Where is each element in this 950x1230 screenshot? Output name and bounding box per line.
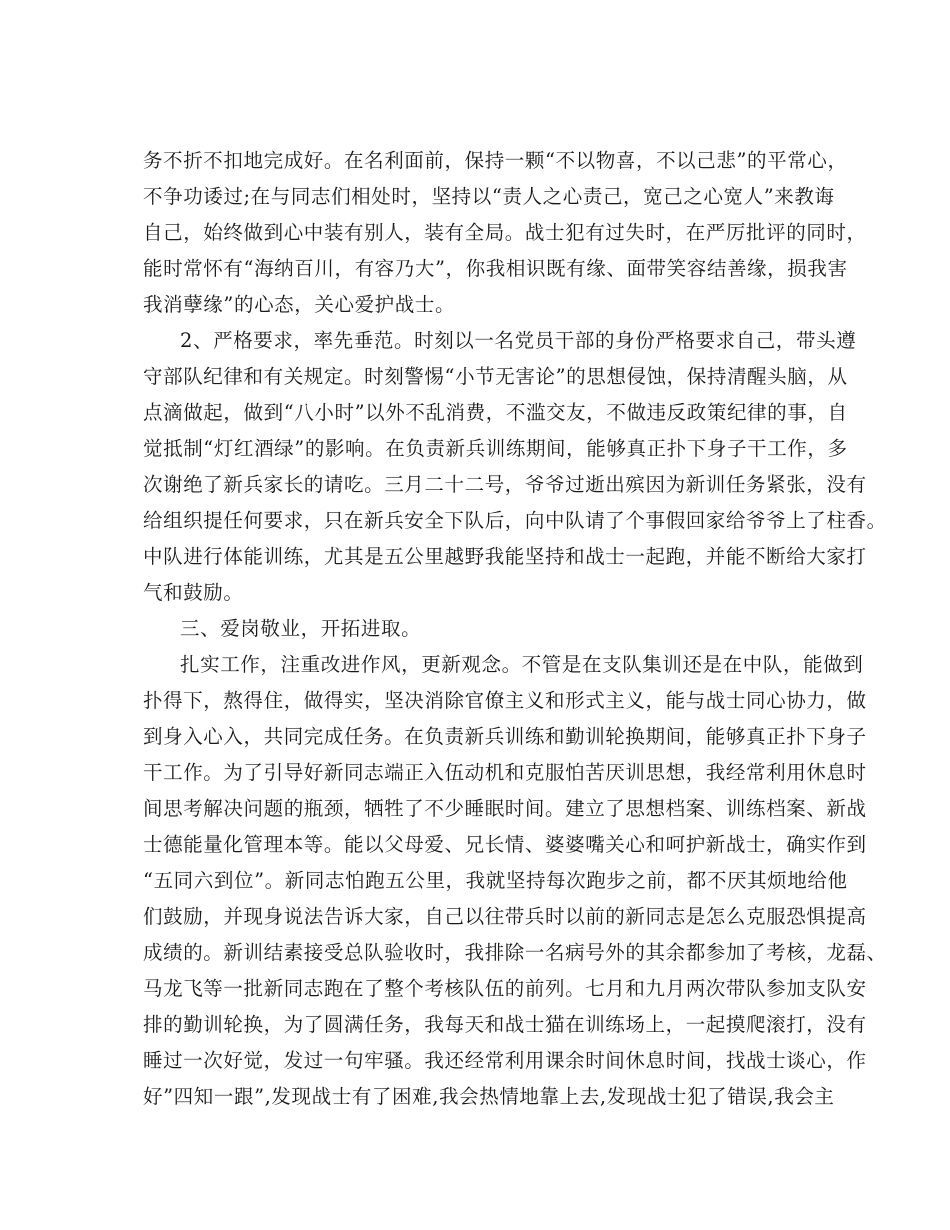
text-line: 务不折不扣地完成好。在名利面前，保持一颗“不以物喜，不以己悲”的平常心， <box>143 149 848 172</box>
section-heading: 三、爱岗敬业，开拓进取。 <box>180 617 422 640</box>
text-line: 好”四知一跟”,发现战士有了困难,我会热情地靠上去,发现战士犯了错误,我会主 <box>143 1085 835 1108</box>
text-line: 扑得下，熬得住，做得实，坚决消除官僚主义和形式主义，能与战士同心协力，做 <box>143 689 867 712</box>
text-line: 点滴做起，做到“八小时”以外不乱消费，不滥交友，不做违反政策纪律的事，自 <box>143 401 848 424</box>
text-line: 中队进行体能训练，尤其是五公里越野我能坚持和战士一起跑，并能不断给大家打 <box>143 545 867 568</box>
text-line: 马龙飞等一批新同志跑在了整个考核队伍的前列。七月和九月两次带队参加支队安 <box>143 977 867 1000</box>
text-line: 士德能量化管理本等。能以父母爱、兄长情、婆婆嘴关心和呵护新战士，确实作到 <box>143 833 867 856</box>
text-line: 成绩的。新训结素接受总队验收时，我排除一名病号外的其余都参加了考核，龙磊、 <box>143 941 887 964</box>
text-line: 守部队纪律和有关规定。时刻警惕“小节无害论”的思想侵蚀，保持清醒头脑，从 <box>143 365 848 388</box>
text-line: 我消孽缘”的心态，关心爱护战士。 <box>143 293 456 316</box>
text-line: 次谢绝了新兵家长的请吃。三月二十二号，爷爷过逝出殡因为新训任务紧张，没有 <box>143 473 867 496</box>
text-line: 能时常怀有“海纳百川，有容乃大”，你我相识既有缘、面带笑容结善缘，损我害 <box>143 257 848 280</box>
text-line: 间思考解决问题的瓶颈，牺牲了不少睡眠时间。建立了思想档案、训练档案、新战 <box>143 797 867 820</box>
text-line: 排的勤训轮换，为了圆满任务，我每天和战士猫在训练场上，一起摸爬滚打，没有 <box>143 1013 867 1036</box>
text-line: 不争功诿过;在与同志们相处时，坚持以“责人之心责己，宽己之心宽人”来教诲 <box>143 185 835 208</box>
text-line: 气和鼓励。 <box>143 581 244 604</box>
text-line: 睡过一次好觉，发过一句牢骚。我还经常利用课余时间休息时间，找战士谈心，作 <box>143 1049 867 1072</box>
text-line: 觉抵制“灯红酒绿”的影响。在负责新兵训练期间，能够真正扑下身子干工作，多 <box>143 437 848 460</box>
text-line: 给组织提任何要求，只在新兵安全下队后，向中队请了个事假回家给爷爷上了柱香。 <box>143 509 887 532</box>
text-line: 扎实工作，注重改进作风，更新观念。不管是在支队集训还是在中队，能做到 <box>180 653 864 676</box>
text-line: 们鼓励，并现身说法告诉大家，自己以往带兵时以前的新同志是怎么克服恐惧提高 <box>143 905 867 928</box>
text-line: “五同六到位”。新同志怕跑五公里，我就坚持每次跑步之前，都不厌其烦地给他 <box>143 869 848 892</box>
text-line: 干工作。为了引导好新同志端正入伍动机和克服怕苦厌训思想，我经常利用休息时 <box>143 761 867 784</box>
text-line: 2、严格要求，率先垂范。时刻以一名党员干部的身份严格要求自己，带头遵 <box>180 329 857 352</box>
text-line: 到身入心入，共同完成任务。在负责新兵训练和勤训轮换期间，能够真正扑下身子 <box>143 725 867 748</box>
text-line: 自己，始终做到心中装有别人，装有全局。战士犯有过失时，在严厉批评的同时， <box>143 221 867 244</box>
